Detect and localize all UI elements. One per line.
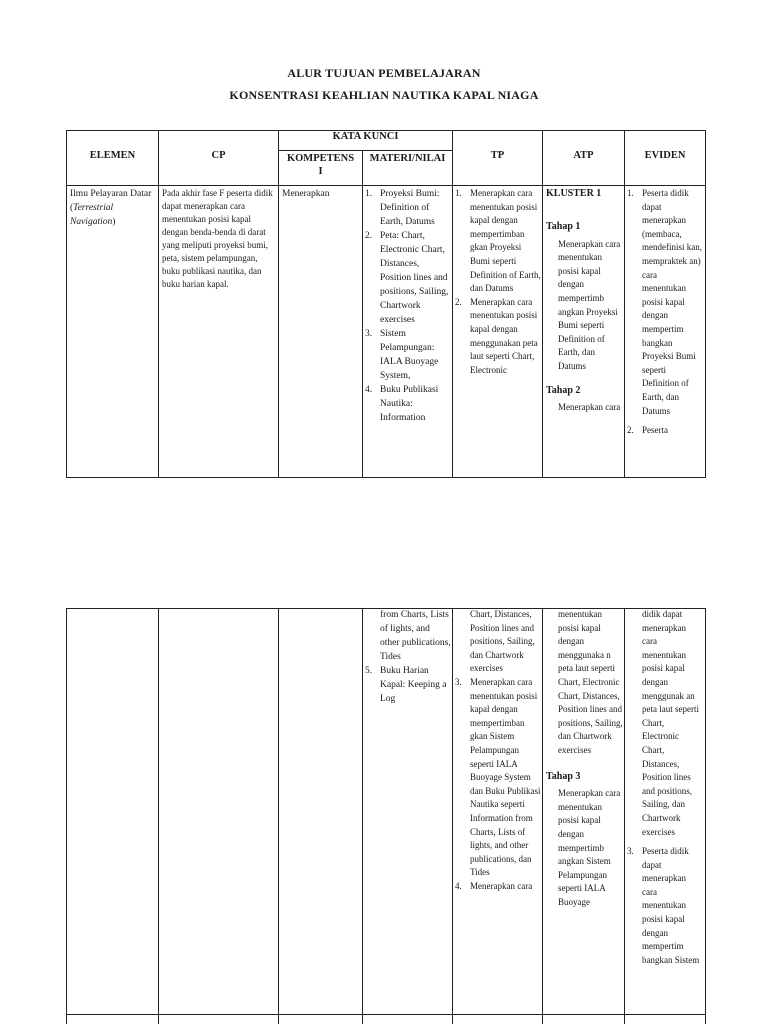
elemen-cell (70, 187, 156, 229)
atp-tahap-3-text: Menerapkan cara menentukan posisi kapal dengan mempertimb angkan Sistem Pelampungan seperti IALA Buoyage (558, 788, 621, 907)
tp-list-2 (455, 676, 541, 894)
materi-list (365, 187, 451, 425)
atp-tahap-2: Tahap 2 (546, 384, 581, 396)
atp-kluster: KLUSTER 1 (546, 188, 602, 199)
table-page-1 (66, 130, 706, 478)
eviden-list (627, 187, 703, 438)
atp-tahap-1: Tahap 1 (546, 221, 581, 232)
list-item: 1. Peserta didik dapat menerapkan (membaca, mendefinisi kan, mempraktek an) cara menentukan posisi kapal dengan mempertim bangkan Proyeksi Bumi seperti Definition of Earth, dan Datums (627, 188, 702, 416)
eviden-list-2 (627, 845, 703, 967)
atp-cell (546, 187, 623, 415)
elemen-text: Ilmu Pelayaran Datar ( (70, 189, 152, 213)
col-header-elemen: ELEMEN (89, 150, 136, 161)
document-title: ALUR TUJUAN PEMBELAJARAN (287, 66, 481, 80)
col-header-kompetensi: KOMPETENS I (286, 153, 355, 177)
atp-cell-cont (546, 608, 623, 909)
atp-tahap-2-text: Menerapkan cara (558, 402, 621, 413)
kompetensi-cell: Menerapkan (282, 189, 330, 199)
list-item: 1. Proyeksi Bumi: Definition of Earth, Datums (365, 189, 440, 227)
cp-cell: Pada akhir fase F peserta didik dapat menerapkan cara menentukan posisi kapal dengan benda-benda di darat yang meliputi proyeksi bumi, peta, sistem pelampungan, buku publikasi nautika, dan buku harian kapal. (162, 188, 273, 289)
materi-list-2 (365, 664, 451, 706)
col-header-materi: MATERI/NILAI (369, 153, 446, 164)
col-header-cp: CP (211, 150, 226, 161)
col-header-atp: ATP (573, 150, 594, 161)
materi-cell-cont (365, 608, 451, 706)
col-header-eviden: EVIDEN (644, 150, 686, 161)
list-item: 3. Peserta didik dapat menerapkan cara menentukan posisi kapal dengan mempertim bangkan Sistem (627, 846, 700, 965)
eviden-continuation: didik dapat menerapkan cara menentukan posisi kapal dengan menggunak an peta laut seperti Chart, Electronic Chart, Distances, Position lines and positions, Sailing, dan Chartwork exercises (642, 609, 699, 837)
tp-list (455, 187, 541, 377)
list-item: 3. Menerapkan cara menentukan posisi kapal dengan mempertimban gkan Sistem Pelampungan seperti IALA Buoyage System dan Buku Publikasi Nautika seperti Information from Charts, Lists of lights, and other publications, dan Tides (455, 676, 541, 878)
atp-tahap-1-text: Menerapkan cara menentukan posisi kapal dengan mempertimb angkan Proyeksi Bumi seperti Definition of Earth, dan Datums (558, 238, 621, 371)
atp-tahap-3: Tahap 3 (546, 770, 581, 782)
materi-continuation: from Charts, Lists of lights, and other publications, Tides (380, 610, 451, 662)
tp-continuation: Chart, Distances, Position lines and positions, Sailing, dan Chartwork exercises (470, 609, 535, 674)
elemen-italic: Terrestrial Navigation (70, 203, 114, 227)
list-item: 4. Menerapkan cara (455, 880, 533, 891)
eviden-cell-cont (627, 608, 703, 967)
atp-continuation: menentukan posisi kapal dengan menggunaka n peta laut seperti Chart, Electronic Chart, Distances, Position lines and positions, Sailing, dan Chartwork exercises (558, 609, 623, 755)
table-page-2 (66, 608, 706, 1024)
list-item: 4. Buku Publikasi Nautika: Information (365, 385, 439, 423)
list-item: 1. Menerapkan cara menentukan posisi kapal dengan mempertimban gkan Proyeksi Bumi seperti Definition of Earth, dan Datums (455, 188, 541, 294)
list-item: 5. Buku Harian Kapal: Keeping a Log (365, 666, 447, 704)
list-item: 2. Peserta (627, 425, 668, 436)
elemen-close: ) (112, 217, 116, 227)
list-item: 2. Menerapkan cara menentukan posisi kapal dengan menggunakan peta laut seperti Chart, Electronic (455, 296, 538, 375)
col-header-tp: TP (490, 150, 505, 161)
col-header-kata-kunci: KATA KUNCI (332, 131, 399, 142)
document-subtitle: KONSENTRASI KEAHLIAN NAUTIKA KAPAL NIAGA (229, 88, 539, 102)
list-item: 3. Sistem Pelampungan: IALA Buoyage System, (365, 329, 439, 381)
list-item: 2. Peta: Chart, Electronic Chart, Distances, Position lines and positions, Sailing, Chartwork exercises (365, 231, 449, 325)
tp-cell-cont (455, 608, 541, 893)
